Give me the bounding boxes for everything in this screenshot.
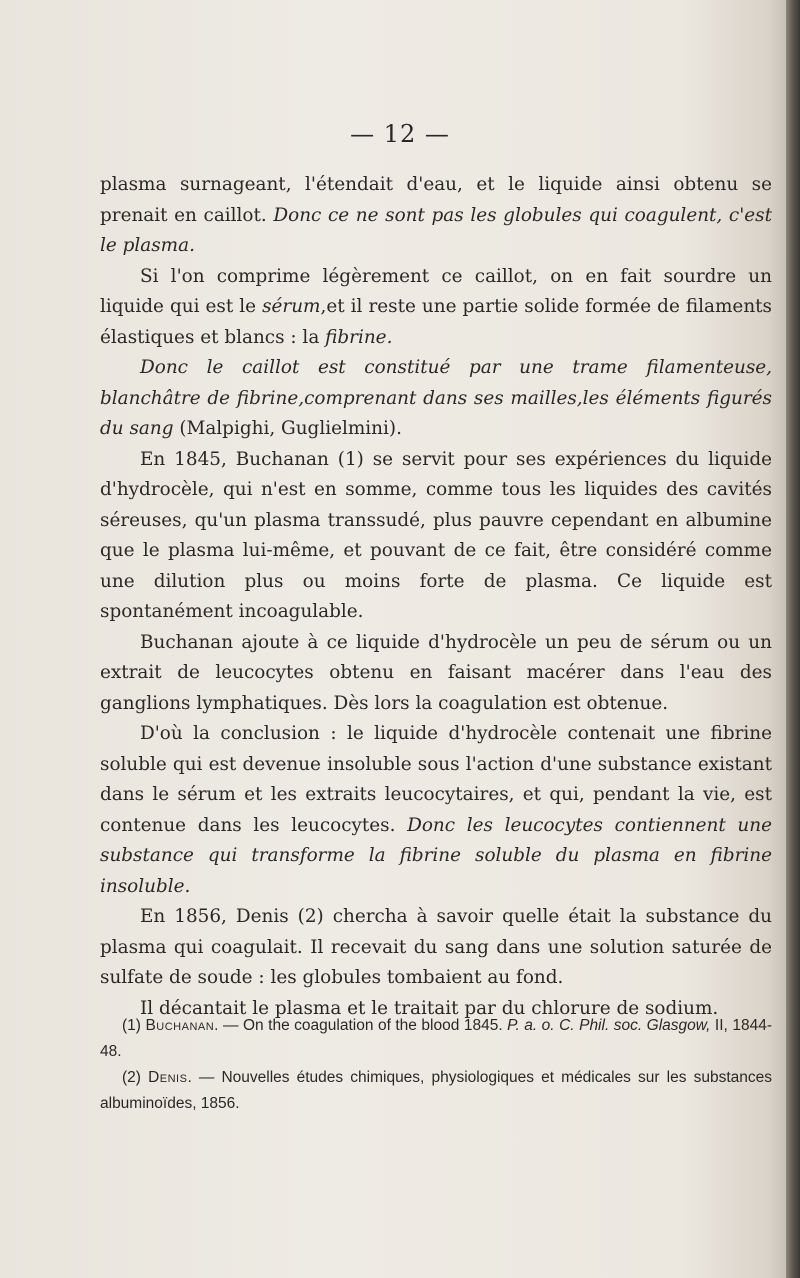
text-run: (Malpighi, Guglielmini).	[173, 418, 402, 439]
text-run: En 1845, Buchanan (1) se servit pour ses expériences du liquide d'hydrocèle, qui n'est en somme, comme tous les liquides des cavités séreuses, qu'un plasma transsudé, plus pauvre cependant en albumine que le plasma lui-même, et pouvant de ce fait, être considéré comme une dilution plus ou moins forte de plasma. Ce liquide est spontanément incoagulable.	[100, 448, 772, 622]
italic-run: Donc les leucocytes contiennent une substance qui transforme la fibrine soluble du plasma en fibrine insoluble.	[100, 814, 772, 897]
italic-run: Donc le caillot est constitué par une trame filamenteuse, blanchâtre de fibrine,comprenant dans ses mailles,les éléments figurés du sang	[100, 357, 772, 439]
paragraph	[100, 170, 772, 262]
text-run: . — On the coagulation of the blood 1845.	[214, 1017, 508, 1034]
text-run: (1)	[122, 1017, 146, 1034]
paragraph	[100, 902, 772, 994]
footnote	[100, 1065, 772, 1117]
text-run: Si l'on comprime légèrement ce caillot, on en fait sourdre un liquide qui est le	[100, 265, 772, 317]
paragraph	[100, 719, 772, 902]
text-run: ,et il reste une partie solide formée de filaments élastiques et blancs : la	[100, 296, 772, 348]
italic-run: fibrine.	[325, 326, 393, 348]
text-run: II, 1844-48.	[100, 1017, 772, 1060]
text-run: En 1856, Denis (2) chercha à savoir quelle était la substance du plasma qui coagulait. Il recevait du sang dans une solution saturée de sulfate de soude : les globules tombaient au fond.	[100, 906, 772, 988]
footnotes	[100, 1013, 772, 1117]
paragraph	[100, 353, 772, 445]
page-number: — 12 —	[350, 120, 450, 148]
author-name: Buchanan	[145, 1017, 215, 1034]
text-run: (2)	[122, 1069, 149, 1086]
body-text	[100, 170, 772, 1024]
author-name: Denis	[148, 1069, 188, 1086]
text-run: Il décantait le plasma et le traitait par du chlorure de sodium.	[140, 997, 719, 1019]
paragraph	[100, 262, 772, 354]
text-run: Buchanan ajoute à ce liquide d'hydrocèle un peu de sérum ou un extrait de leucocytes obtenu en faisant macérer dans l'eau des ganglions lymphatiques. Dès lors la coagulation est obtenue.	[100, 631, 772, 714]
page-edge-shadow	[786, 0, 800, 1278]
text-run: D'où la conclusion : le liquide d'hydrocèle contenait une fibrine soluble qui est devenue insoluble sous l'action d'une substance existant dans le sérum et les extraits leucocytaires, et qui, pendant la vie, est contenue dans les leucocytes.	[100, 723, 772, 836]
italic-run: sérum	[262, 296, 321, 317]
paragraph	[100, 445, 772, 628]
footnote	[100, 1013, 772, 1065]
italic-run: P. a. o. C. Phil. soc. Glasgow,	[507, 1017, 711, 1034]
text-run: . — Nouvelles études chimiques, physiologiques et médicales sur les substances albuminoïdes, 1856.	[100, 1069, 773, 1112]
text-run: plasma surnageant, l'étendait d'eau, et le liquide ainsi obtenu se prenait en caillot.	[100, 174, 772, 226]
paragraph	[100, 628, 772, 720]
italic-run: Donc ce ne sont pas les globules qui coagulent, c'est le plasma.	[100, 204, 772, 256]
